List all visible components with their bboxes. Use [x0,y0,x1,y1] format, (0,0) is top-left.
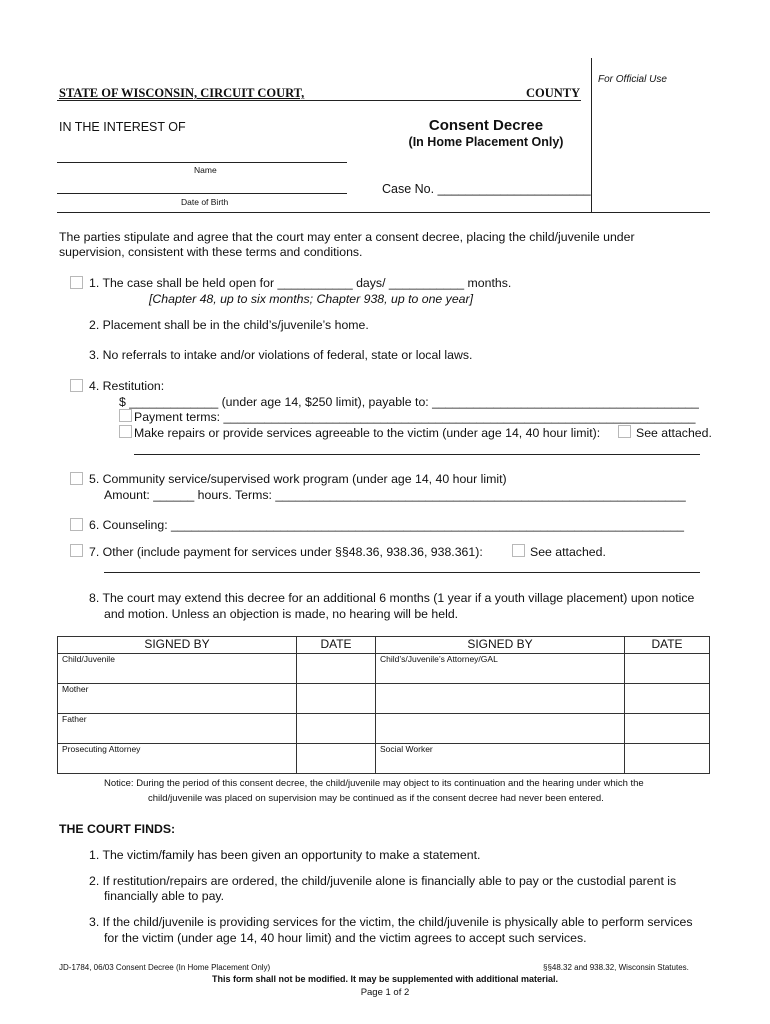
date-cell[interactable] [625,744,710,774]
restitution-amount-line[interactable]: $ _____________ (under age 14, $250 limit), payable to: _______________________________________ [119,395,699,409]
signed-by-header: SIGNED BY [376,637,625,654]
item-6-text[interactable]: 6. Counseling: ___________________________________________________________________________ [89,518,684,532]
item-8-text-2: and motion. Unless an objection is made, no hearing will be held. [104,607,459,621]
official-use-label: For Official Use [598,74,667,85]
page-number: Page 1 of 2 [360,987,410,998]
notice-text-2: child/juvenile was placed on supervision may be continued as if the consent decree had never been entered. [148,793,604,804]
finding-3-cont: for the victim (under age 14, 40 hour limit) and the victim agrees to accept such services. [104,931,587,945]
form-subtitle: (In Home Placement Only) [408,135,564,149]
date-header: DATE [625,637,710,654]
case-number-field[interactable]: Case No. ______________________ [382,182,591,196]
item-5-text: 5. Community service/supervised work program (under age 14, 40 hour limit) [89,472,507,486]
item-8-text: 8. The court may extend this decree for an additional 6 months (1 year if a youth village placement) upon notice [89,591,695,605]
dob-field[interactable] [57,193,347,194]
signature-cell[interactable]: Prosecuting Attorney [58,744,297,774]
dob-label: Date of Birth [181,197,229,207]
community-service-amount-line[interactable]: Amount: ______ hours. Terms: ____________________________________________________________ [104,488,686,502]
signature-cell[interactable] [376,714,625,744]
signature-cell[interactable]: Child’s/Juvenile’s Attorney/GAL [376,654,625,684]
signature-cell[interactable] [376,684,625,714]
notice-text: Notice: During the period of this consent decree, the child/juvenile may object to its continuation and the hearing under which the [104,778,644,789]
signature-header-row [58,637,710,654]
signed-by-header: SIGNED BY [58,637,297,654]
date-cell[interactable] [625,684,710,714]
court-finds-heading: THE COURT FINDS: [59,822,176,836]
court-underline [57,100,581,101]
item-5-checkbox[interactable] [70,472,83,485]
intro-text: The parties stipulate and agree that the court may enter a consent decree, placing the child/juvenile under [59,230,635,244]
signature-cell[interactable]: Social Worker [376,744,625,774]
form-title: Consent Decree [428,117,544,134]
table-row [58,654,710,684]
modification-warning: This form shall not be modified. It may be supplemented with additional material. [211,974,559,984]
form-id: JD-1784, 06/03 Consent Decree (In Home Placement Only) [59,963,271,972]
date-cell[interactable] [297,744,376,774]
name-label: Name [194,165,217,175]
date-cell[interactable] [625,714,710,744]
table-row [58,684,710,714]
payment-terms-checkbox[interactable] [119,409,132,422]
county-label: COUNTY [526,86,581,100]
intro-text-2: supervision, consistent with these terms and conditions. [59,245,363,259]
date-cell[interactable] [297,654,376,684]
payment-terms-line[interactable]: Payment terms: _____________________________________________________________________ [134,410,696,424]
date-cell[interactable] [297,684,376,714]
item-1-text: 1. The case shall be held open for ___________ days/ ___________ months. [89,276,512,290]
other-see-attached-label: See attached. [530,545,606,559]
date-cell[interactable] [297,714,376,744]
repairs-see-attached-label: See attached. [636,426,712,440]
finding-1: 1. The victim/family has been given an opportunity to make a statement. [89,848,481,862]
signature-cell[interactable]: Father [58,714,297,744]
repairs-see-attached-checkbox[interactable] [618,425,631,438]
finding-3: 3. If the child/juvenile is providing services for the victim, the child/juvenile is physically able to perform services [89,915,693,929]
signature-table [57,636,710,774]
signature-cell[interactable]: Mother [58,684,297,714]
official-use-divider [591,58,592,212]
finding-2: 2. If restitution/repairs are ordered, the child/juvenile alone is financially able to pay or the custodial parent is [89,874,677,888]
statutes-ref: §§48.32 and 938.32, Wisconsin Statutes. [543,963,689,972]
repairs-text: Make repairs or provide services agreeable to the victim (under age 14, 40 hour limit): [134,426,601,440]
name-field[interactable] [57,162,347,163]
finding-2-cont: financially able to pay. [104,889,225,903]
item-6-checkbox[interactable] [70,518,83,531]
item-2-text: 2. Placement shall be in the child’s/juvenile’s home. [89,318,369,332]
signature-cell[interactable]: Child/Juvenile [58,654,297,684]
date-cell[interactable] [625,654,710,684]
other-see-attached-checkbox[interactable] [512,544,525,557]
item-4-checkbox[interactable] [70,379,83,392]
date-header: DATE [297,637,376,654]
item-1-checkbox[interactable] [70,276,83,289]
item-1-note: [Chapter 48, up to six months; Chapter 938, up to one year] [149,292,474,306]
repairs-checkbox[interactable] [119,425,132,438]
interest-of-label: IN THE INTEREST OF [59,120,186,134]
court-heading: STATE OF WISCONSIN, CIRCUIT COURT, [59,86,305,100]
repairs-blank-line[interactable] [134,454,700,455]
table-row [58,744,710,774]
header-bottom-rule [57,212,710,213]
table-row [58,714,710,744]
other-blank-line[interactable] [104,572,700,573]
item-3-text: 3. No referrals to intake and/or violations of federal, state or local laws. [89,348,473,362]
item-7-checkbox[interactable] [70,544,83,557]
item-7-text: 7. Other (include payment for services under §§48.36, 938.36, 938.361): [89,545,483,559]
item-4-text: 4. Restitution: [89,379,165,393]
